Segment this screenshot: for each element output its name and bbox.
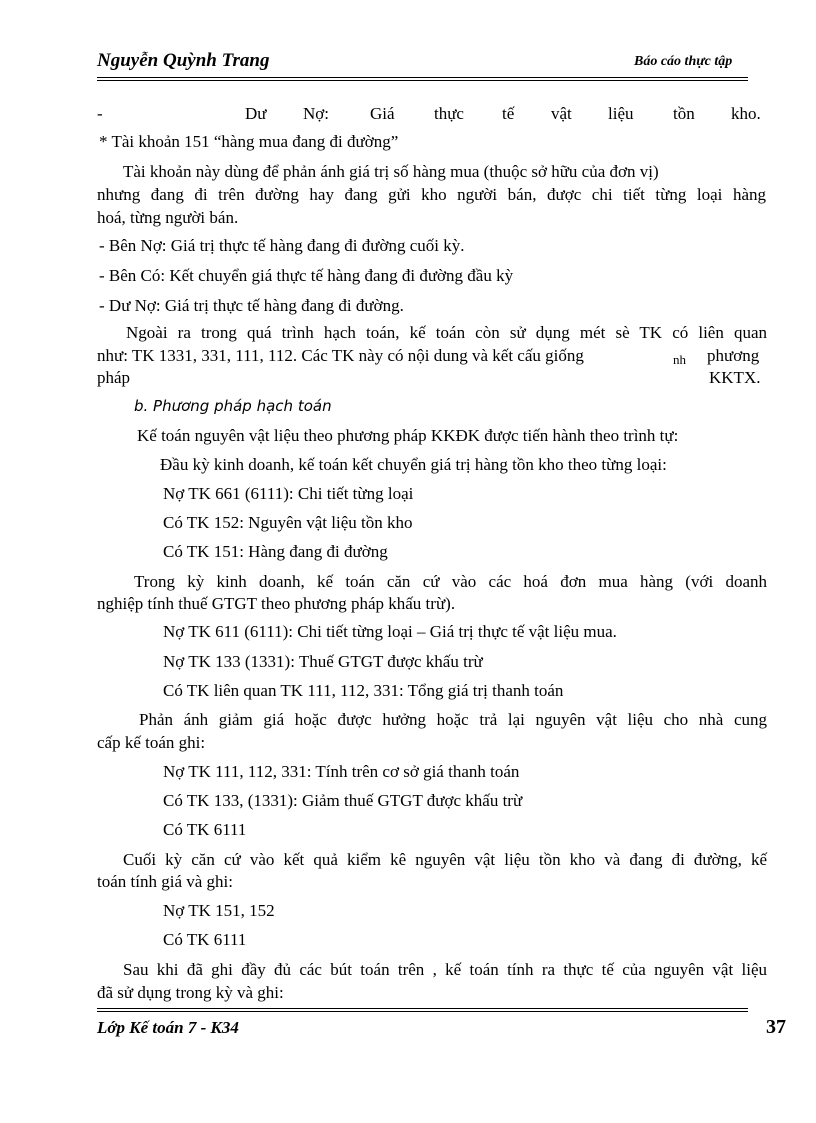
header-rule-top bbox=[97, 77, 748, 78]
word-du: Dư bbox=[245, 104, 267, 123]
entry-9: Có TK 6111 bbox=[163, 820, 247, 839]
word-lieu: liệu bbox=[608, 104, 634, 123]
entry-2: Có TK 152: Nguyên vật liệu tồn kho bbox=[163, 513, 413, 532]
method-intro: Kế toán nguyên vật liệu theo phương pháp KKĐK được tiến hành theo trình tự: bbox=[137, 426, 679, 445]
account-151-desc-3: hoá, từng người bán. bbox=[97, 208, 239, 227]
entry-6: Có TK liên quan TK 111, 112, 331: Tổng giá trị thanh toán bbox=[163, 681, 564, 700]
entry-8: Có TK 133, (1331): Giảm thuế GTGT được khấu trừ bbox=[163, 791, 523, 810]
word-gia: Giá bbox=[370, 104, 395, 123]
credit-side: - Bên Có: Kết chuyển giá thực tế hàng đang đi đường đầu kỳ bbox=[99, 266, 514, 285]
page-number: 37 bbox=[766, 1016, 786, 1038]
header-author: Nguyễn Quỳnh Trang bbox=[97, 50, 270, 71]
word-thuc: thực bbox=[434, 104, 464, 123]
word-ton: tồn bbox=[673, 104, 695, 123]
footer-rule-bottom bbox=[97, 1011, 748, 1012]
account-151-desc-1: Tài khoản này dùng để phản ánh giá trị số hàng mua (thuộc sở hữu của đơn vị) bbox=[123, 162, 659, 181]
account-151-desc-2: nhưng đang đi trên đường hay đang gửi kho người bán, được chi tiết từng loại hàng bbox=[97, 185, 766, 204]
entry-1: Nợ TK 661 (6111): Chi tiết từng loại bbox=[163, 484, 414, 503]
word-dash: - bbox=[97, 104, 103, 123]
during-period-1: Trong kỳ kinh doanh, kế toán căn cứ vào các hoá đơn mua hàng (với doanh bbox=[134, 572, 767, 591]
word-kho: kho. bbox=[731, 104, 761, 123]
debit-balance: - Dư Nợ: Giá trị thực tế hàng đang đi đường. bbox=[99, 296, 404, 315]
after-1: Sau khi đã ghi đầy đủ các bút toán trên , kế toán tính ra thực tế của nguyên vật liệu bbox=[123, 960, 767, 979]
after-2: đã sử dụng trong kỳ và ghi: bbox=[97, 983, 284, 1002]
other-accounts-1: Ngoài ra trong quá trình hạch toán, kế toán còn sử dụng mét sè TK có liên quan bbox=[126, 323, 767, 342]
method-heading: b. Phương pháp hạch toán bbox=[134, 397, 332, 415]
discount-2: cấp kế toán ghi: bbox=[97, 733, 206, 752]
entry-5: Nợ TK 133 (1331): Thuế GTGT được khấu trừ bbox=[163, 652, 483, 671]
discount-1: Phản ánh giảm giá hoặc được hưởng hoặc trả lại nguyên vật liệu cho nhà cung bbox=[139, 710, 767, 729]
other-accounts-3-left: pháp bbox=[97, 368, 131, 387]
footer-rule-top bbox=[97, 1008, 748, 1009]
debit-side: - Bên Nợ: Giá trị thực tế hàng đang đi đường cuối kỳ. bbox=[99, 236, 465, 255]
entry-11: Có TK 6111 bbox=[163, 930, 247, 949]
end-period-2: toán tính giá và ghi: bbox=[97, 872, 233, 891]
entry-10: Nợ TK 151, 152 bbox=[163, 901, 275, 920]
entry-7: Nợ TK 111, 112, 331: Tính trên cơ sở giá thanh toán bbox=[163, 762, 520, 781]
other-accounts-2: như: TK 1331, 331, 111, 112. Các TK này có nội dung và kết cấu giống bbox=[97, 346, 584, 365]
footer-class-label: Lớp Kế toán 7 - K34 bbox=[97, 1018, 239, 1037]
end-period-1: Cuối kỳ căn cứ vào kết quả kiểm kê nguyên vật liệu tồn kho và đang đi đường, kế bbox=[123, 850, 767, 869]
account-151-heading: * Tài khoản 151 “hàng mua đang đi đường” bbox=[99, 132, 399, 151]
header-rule-bottom bbox=[97, 80, 748, 81]
other-accounts-nh: nh bbox=[673, 352, 686, 367]
header-report-title: Báo cáo thực tập bbox=[634, 54, 733, 69]
entry-3: Có TK 151: Hàng đang đi đường bbox=[163, 542, 388, 561]
word-no: Nợ: bbox=[303, 104, 329, 123]
period-start: Đầu kỳ kinh doanh, kế toán kết chuyển giá trị hàng tồn kho theo từng loại: bbox=[160, 455, 667, 474]
during-period-2: nghiệp tính thuế GTGT theo phương pháp khấu trừ). bbox=[97, 594, 456, 613]
entry-4: Nợ TK 611 (6111): Chi tiết từng loại – Giá trị thực tế vật liệu mua. bbox=[163, 622, 617, 641]
word-vat: vật bbox=[551, 104, 572, 123]
other-accounts-phuong: phương bbox=[707, 346, 760, 365]
other-accounts-3-right: KKTX. bbox=[709, 368, 761, 387]
word-te: tế bbox=[502, 104, 515, 123]
